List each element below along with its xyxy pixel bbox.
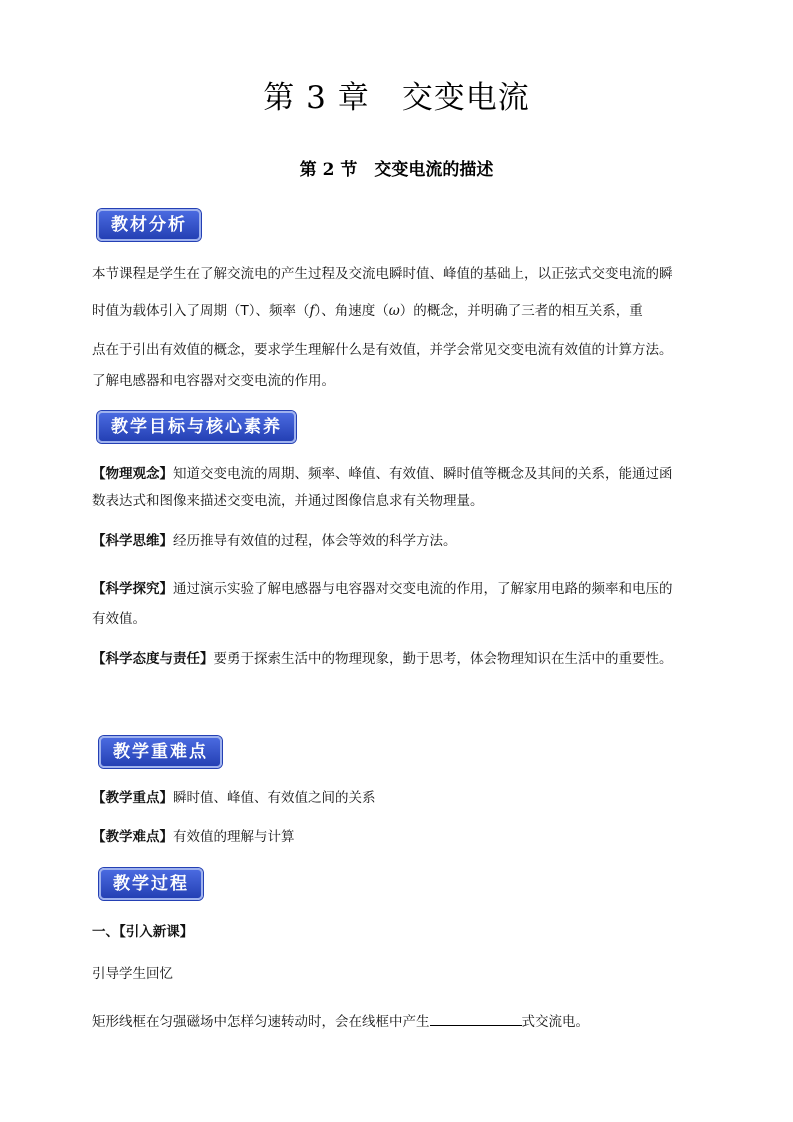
- attitude-text: 要勇于探索生活中的物理现象，勤于思考，体会物理知识在生活中的重要性。: [213, 651, 673, 667]
- attitude-tag: 【科学态度与责任】: [92, 651, 214, 667]
- analysis-line-2-c: ）的概念，并明确了三者的相互关系，重: [399, 303, 643, 319]
- recall-prompt: 引导学生回忆: [92, 966, 173, 982]
- physics-concept-line-2: 数表达式和图像来描述交变电流，并通过图像信息求有关物理量。: [92, 493, 484, 509]
- teaching-focus-text: 瞬时值、峰值、有效值之间的关系: [173, 790, 376, 806]
- teaching-focus: [92, 786, 376, 806]
- teaching-difficulty-tag: 【教学难点】: [92, 829, 173, 845]
- analysis-line-2-b: ）、角速度（: [314, 303, 389, 319]
- analysis-line-1: 本节课程是学生在了解交流电的产生过程及交流电瞬时值、峰值的基础上，以正弦式交变电流的瞬: [92, 266, 673, 282]
- analysis-line-2: [92, 299, 643, 319]
- omega-symbol: ω: [388, 303, 400, 319]
- section-title: 第 2 节 交变电流的描述: [299, 160, 494, 180]
- attitude: [92, 647, 673, 667]
- analysis-badge: 教材分析: [97, 209, 201, 241]
- chapter-title: 第 3 章 交变电流: [263, 80, 530, 116]
- teaching-focus-tag: 【教学重点】: [92, 790, 173, 806]
- scientific-inquiry-line-1: [92, 577, 673, 597]
- fill-in-question: [92, 1010, 589, 1030]
- teaching-difficulty-text: 有效值的理解与计算: [173, 829, 295, 845]
- question-text-before: 矩形线框在匀强磁场中怎样匀速转动时，会在线框中产生: [92, 1014, 430, 1030]
- goals-badge: 教学目标与核心素养: [97, 411, 296, 443]
- scientific-thinking: [92, 529, 457, 549]
- teaching-difficulty: [92, 825, 295, 845]
- answer-blank[interactable]: [430, 1011, 522, 1026]
- analysis-line-2-a: 时值为载体引入了周期（T）、频率（: [92, 303, 310, 319]
- frequency-symbol: f: [309, 303, 315, 319]
- physics-concept-text: 知道交变电流的周期、频率、峰值、有效值、瞬时值等概念及其间的关系，能通过函: [173, 466, 673, 482]
- scientific-inquiry-line-2: 有效值。: [92, 611, 146, 627]
- scientific-thinking-tag: 【科学思维】: [92, 533, 173, 549]
- physics-concept-line-1: [92, 462, 673, 482]
- analysis-line-4: 了解电感器和电容器对交变电流的作用。: [92, 373, 335, 389]
- question-text-after: 式交流电。: [521, 1014, 589, 1030]
- scientific-inquiry-tag: 【科学探究】: [92, 581, 173, 597]
- physics-concept-tag: 【物理观念】: [92, 466, 173, 482]
- scientific-thinking-text: 经历推导有效值的过程，体会等效的科学方法。: [173, 533, 457, 549]
- scientific-inquiry-text: 通过演示实验了解电感器与电容器对交变电流的作用，了解家用电路的频率和电压的: [173, 581, 673, 597]
- step-1-heading: 一、【引入新课】: [92, 924, 194, 940]
- key-points-badge: 教学重难点: [99, 736, 222, 768]
- analysis-line-3: 点在于引出有效值的概念，要求学生理解什么是有效值，并学会常见交变电流有效值的计算方法。: [92, 342, 673, 358]
- process-badge: 教学过程: [99, 868, 203, 900]
